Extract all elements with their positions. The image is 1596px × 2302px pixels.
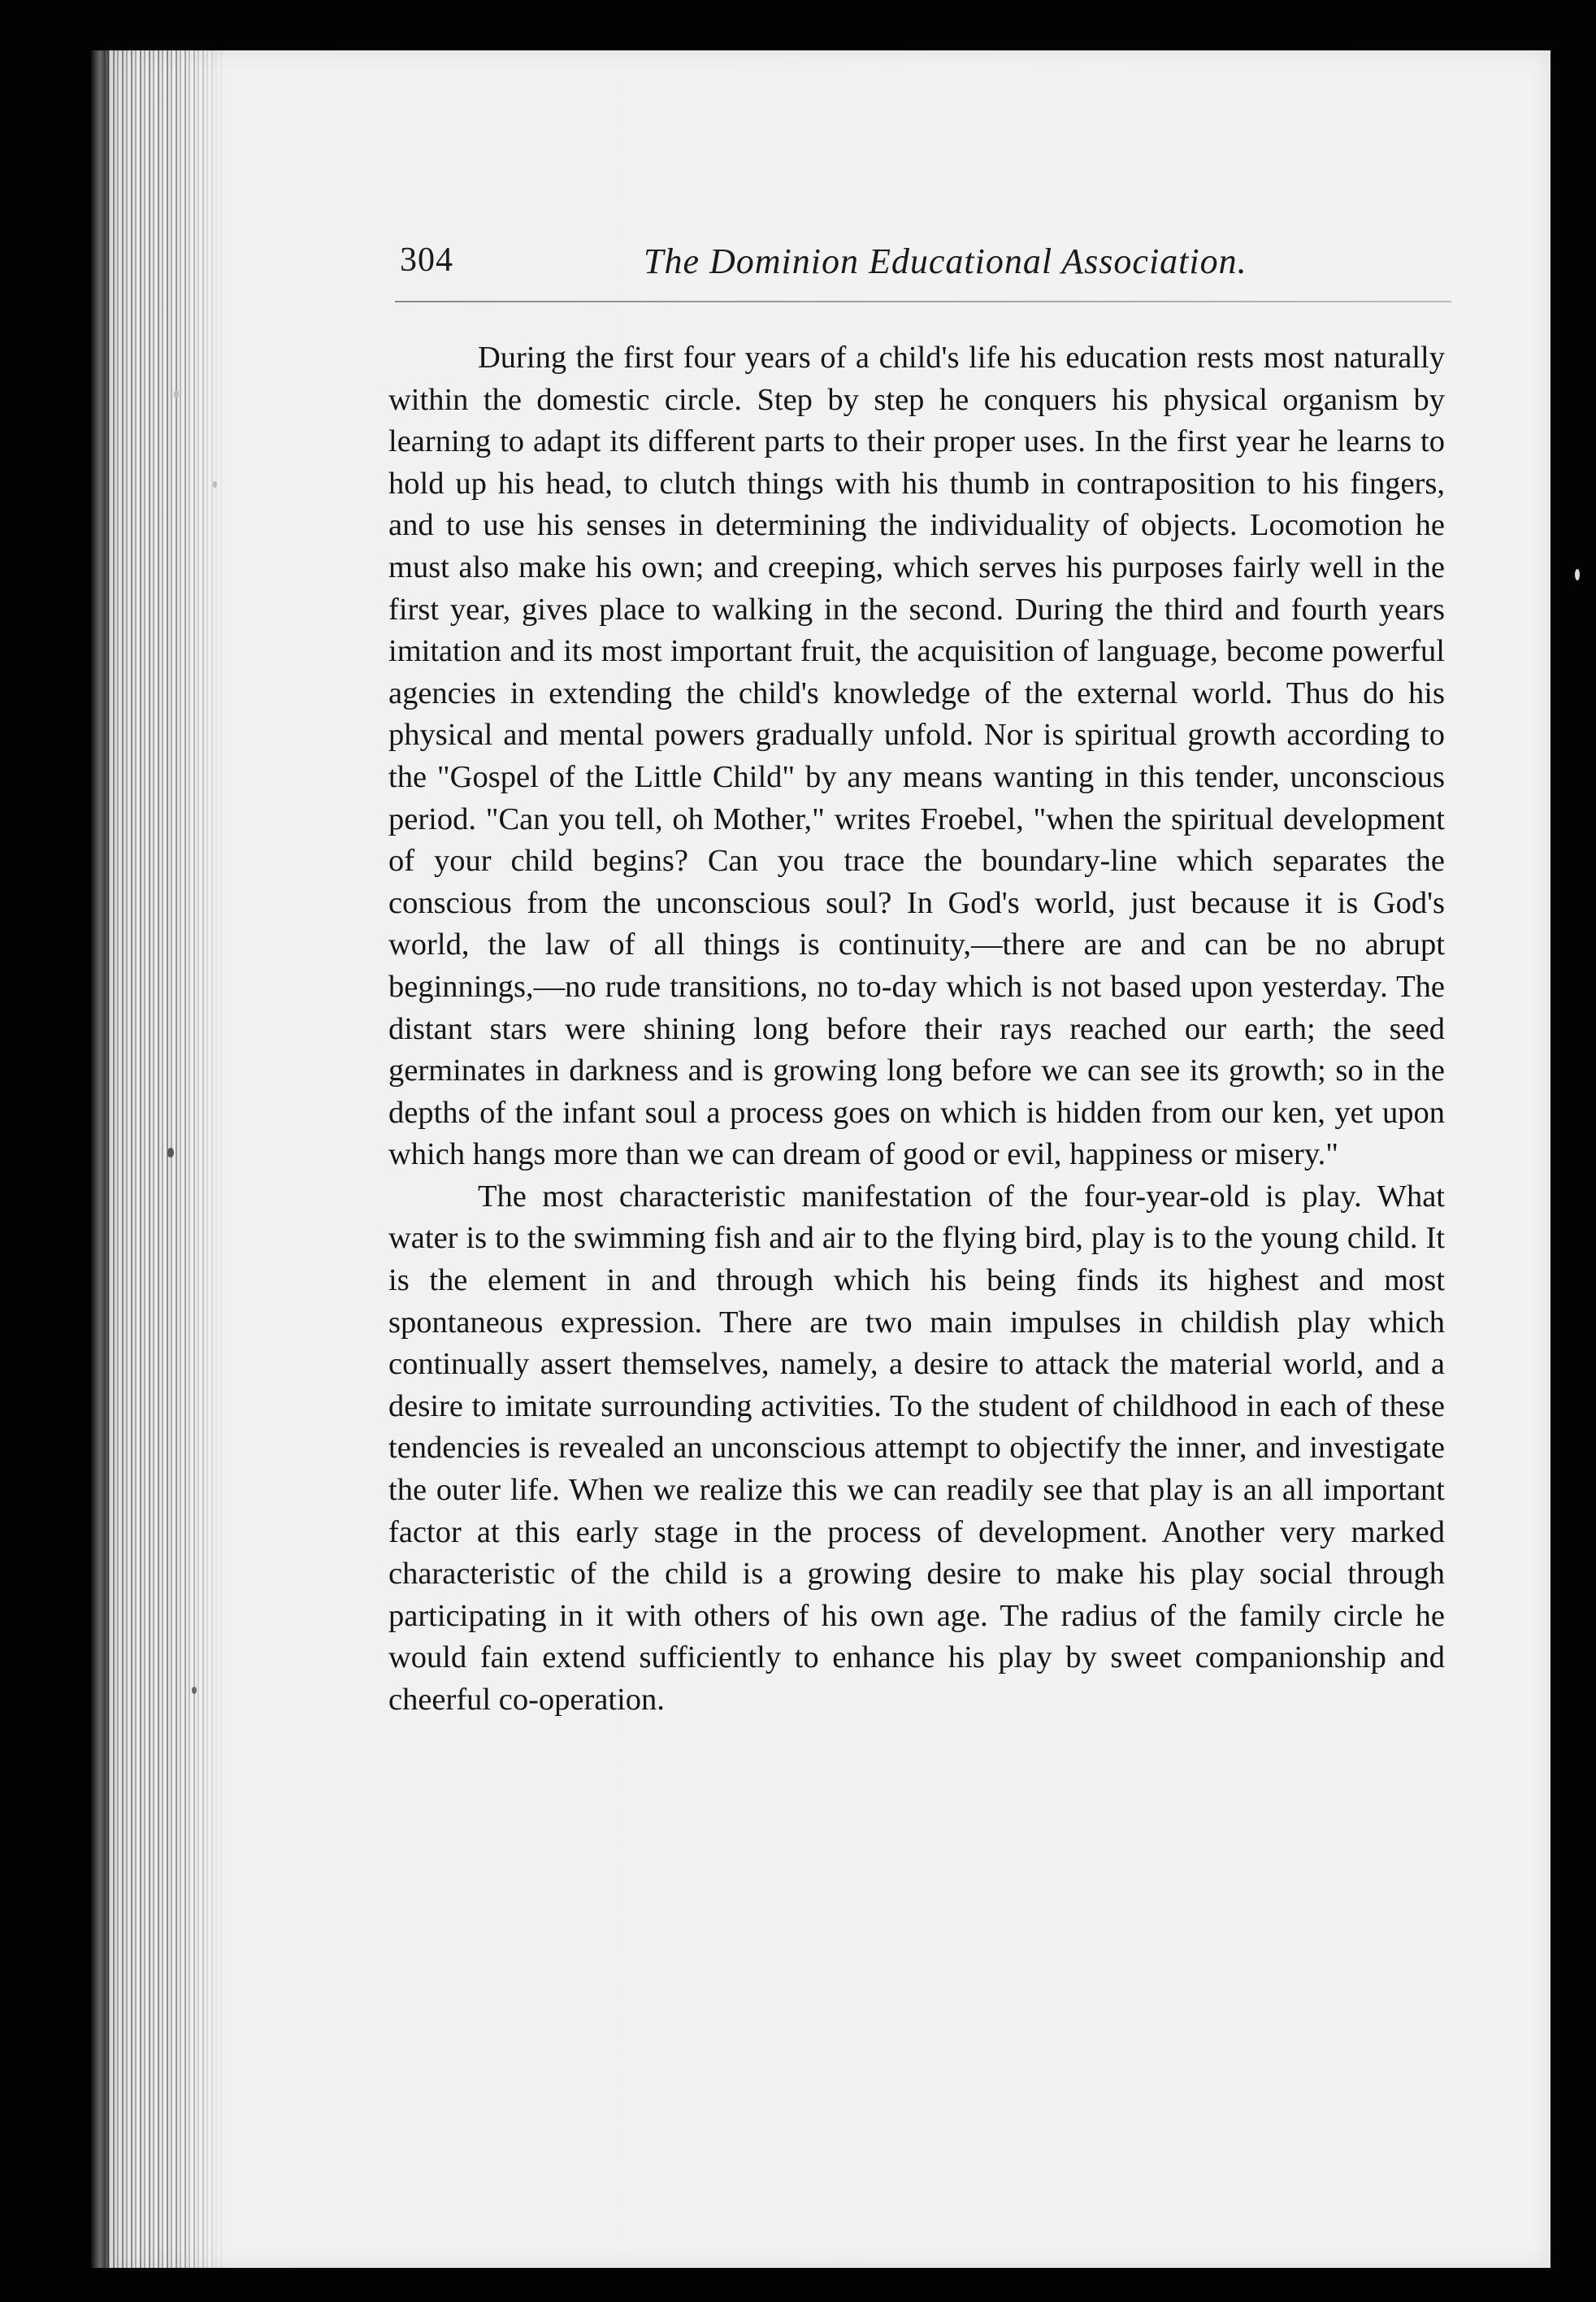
- scan-speck: [1575, 569, 1580, 580]
- paragraph: The most characteristic manifestation of the four-year-old is play. What water is to the swimming fish and air to the flying bird, play is to the young child. It is the element in and through which his being finds its highest and most spontaneous expression. There are two main impulses in childish play which continually assert themselves, namely, a desire to attack the material world, and a desire to imitate surrounding activities. To the student of childhood in each of these tendencies is revealed an unconscious attempt to objectify the inner, and investigate the outer life. When we realize this we can readily see that play is an all important factor at this early stage in the process of development. Another very marked characteristic of the child is a growing desire to make his play social through participating in it with others of his own age. The radius of the family circle he would fain extend sufficiently to enhance his play by sweet companionship and cheerful co-operation.: [388, 1179, 1445, 1717]
- body-text: [388, 337, 1445, 1722]
- scan-speck: [167, 1148, 174, 1158]
- running-title: The Dominion Educational Association.: [644, 241, 1247, 281]
- scan-speck: [192, 1687, 197, 1694]
- page-number: 304: [400, 241, 453, 279]
- header-rule: [395, 301, 1451, 302]
- page-header: [400, 241, 1448, 289]
- scan-speck: [174, 390, 179, 398]
- paragraph: During the first four years of a child's life his education rests most naturally within the domestic circle. Step by step he conquers his physical organism by learning to adapt its different parts to their proper uses. In the first year he learns to hold up his head, to clutch things with his thumb in contraposition to his fingers, and to use his senses in determining the individuality of objects. Locomotion he must also make his own; and creeping, which serves his purposes fairly well in the first year, gives place to walking in the second. During the third and fourth years imitation and its most important fruit, the acquisition of language, become powerful agencies in extending the child's knowledge of the external world. Thus do his physical and mental powers gradually unfold. Nor is spiritual growth according to the "Gospel of the Little Child" by any means wanting in this tender, unconscious period. "Can you tell, oh Mother," writes Froebel, "when the spiritual development of your child begins? Can you trace the boundary-line which separates the conscious from the unconscious soul? In God's world, just because it is God's world, the law of all things is continuity,—there are and can be no abrupt beginnings,—no rude transitions, no to-day which is not based upon yesterday. The distant stars were shining long before their rays reached our earth; the seed germinates in darkness and is growing long before we can see its growth; so in the depths of the infant soul a process goes on which is hidden from our ken, yet upon which hangs more than we can dream of good or evil, happiness or misery.": [388, 341, 1445, 1172]
- binding-gutter: [104, 50, 226, 2268]
- scan-speck: [213, 481, 217, 488]
